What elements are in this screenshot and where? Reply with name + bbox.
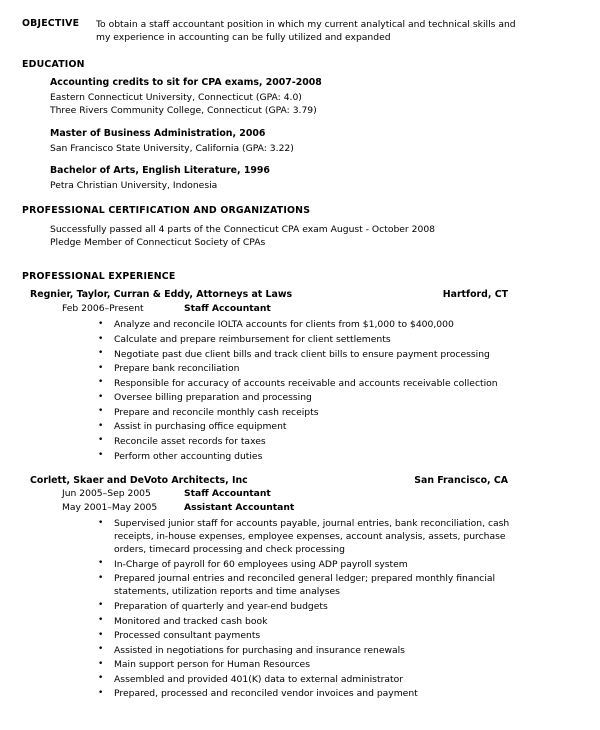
- list-item: • Negotiate past due client bills and track client bills to ensure payment processing: [98, 348, 534, 361]
- objective-label: OBJECTIVE: [22, 18, 80, 29]
- list-item: • Prepare and reconcile monthly cash receipts: [98, 406, 534, 419]
- section-spacer: [22, 263, 578, 271]
- experience-job: [22, 475, 578, 701]
- job-dates: Feb 2006–Present: [62, 303, 144, 315]
- job-company: Corlett, Skaer and DeVoto Architects, Inc: [30, 474, 248, 486]
- education-degree: Accounting credits to sit for CPA exams, 2007-2008: [50, 77, 322, 89]
- education-school: Three Rivers Community College, Connecticut (GPA: 3.79): [50, 105, 317, 117]
- list-item: • Prepare bank reconciliation: [98, 362, 534, 375]
- education-groups: [22, 77, 578, 192]
- education-degree: Master of Business Administration, 2006: [50, 127, 266, 139]
- education-school: Petra Christian University, Indonesia: [50, 179, 218, 191]
- list-item: • Reconcile asset records for taxes: [98, 435, 534, 448]
- list-item: • Processed consultant payments: [98, 629, 534, 642]
- list-item: • Responsible for accuracy of accounts receivable and accounts receivable collection: [98, 377, 534, 390]
- job-dates: May 2001–May 2005: [62, 501, 158, 513]
- list-item: • Assisted in negotiations for purchasing and insurance renewals: [98, 644, 534, 657]
- list-item: • Main support person for Human Resources: [98, 658, 534, 671]
- experience-job: [22, 289, 578, 462]
- job-role: [22, 502, 578, 514]
- education-school: Eastern Connecticut University, Connecticut (GPA: 4.0): [50, 92, 302, 104]
- list-item: • Oversee billing preparation and processing: [98, 391, 534, 404]
- certification-lines: [22, 224, 578, 250]
- job-bullets: [22, 517, 578, 700]
- list-item: • Prepared, processed and reconciled vendor invoices and payment: [98, 687, 534, 700]
- certification-line: Pledge Member of Connecticut Society of CPAs: [50, 237, 266, 249]
- certification-section: [22, 205, 578, 250]
- job-header: [22, 289, 578, 302]
- job-title: Staff Accountant: [184, 488, 271, 500]
- list-item: • Preparation of quarterly and year-end budgets: [98, 600, 534, 613]
- education-degree: Bachelor of Arts, English Literature, 1996: [50, 165, 270, 177]
- job-role: [22, 488, 578, 500]
- job-dates: Jun 2005–Sep 2005: [62, 488, 151, 500]
- list-item: • Assembled and provided 401(K) data to external administrator: [98, 673, 534, 686]
- objective-text: To obtain a staff accountant position in which my current analytical and technical skills and my experience in accounting can be fully utilized and expanded: [96, 19, 516, 44]
- job-title: Staff Accountant: [184, 303, 271, 315]
- list-item: • Perform other accounting duties: [98, 450, 534, 463]
- certification-heading: PROFESSIONAL CERTIFICATION AND ORGANIZATIONS: [22, 205, 311, 217]
- education-heading: EDUCATION: [22, 58, 85, 70]
- experience-section: [22, 271, 578, 701]
- job-location: Hartford, CT: [442, 289, 508, 301]
- list-item: • In-Charge of payroll for 60 employees using ADP payroll system: [98, 558, 534, 571]
- job-location: San Francisco, CA: [414, 474, 508, 486]
- certification-line: Successfully passed all 4 parts of the Connecticut CPA exam August - October 2008: [50, 223, 436, 235]
- list-item: • Supervised junior staff for accounts payable, journal entries, bank reconciliation, cash receipts, in-house expenses, employee expenses, account analysis, assets, purchase orders, timecard processing and check processing: [98, 517, 534, 556]
- job-header: [22, 475, 578, 488]
- education-group: [50, 128, 578, 155]
- objective-section: [22, 18, 578, 45]
- job-bullets: [22, 318, 578, 462]
- job-role: [22, 303, 578, 315]
- list-item: • Prepared journal entries and reconciled general ledger; prepared monthly financial statements, utilization reports and time analyses: [98, 572, 534, 598]
- education-group: [50, 165, 578, 192]
- experience-heading: PROFESSIONAL EXPERIENCE: [22, 270, 176, 282]
- list-item: • Assist in purchasing office equipment: [98, 420, 534, 433]
- education-section: [22, 59, 578, 192]
- education-group: [50, 77, 578, 118]
- list-item: • Analyze and reconcile IOLTA accounts for clients from $1,000 to $400,000: [98, 318, 534, 331]
- education-school: San Francisco State University, California (GPA: 3.22): [50, 142, 294, 154]
- list-item: • Monitored and tracked cash book: [98, 615, 534, 628]
- job-title: Assistant Accountant: [184, 501, 295, 513]
- job-company: Regnier, Taylor, Curran & Eddy, Attorneys at Laws: [30, 289, 293, 301]
- list-item: • Calculate and prepare reimbursement for client settlements: [98, 333, 534, 346]
